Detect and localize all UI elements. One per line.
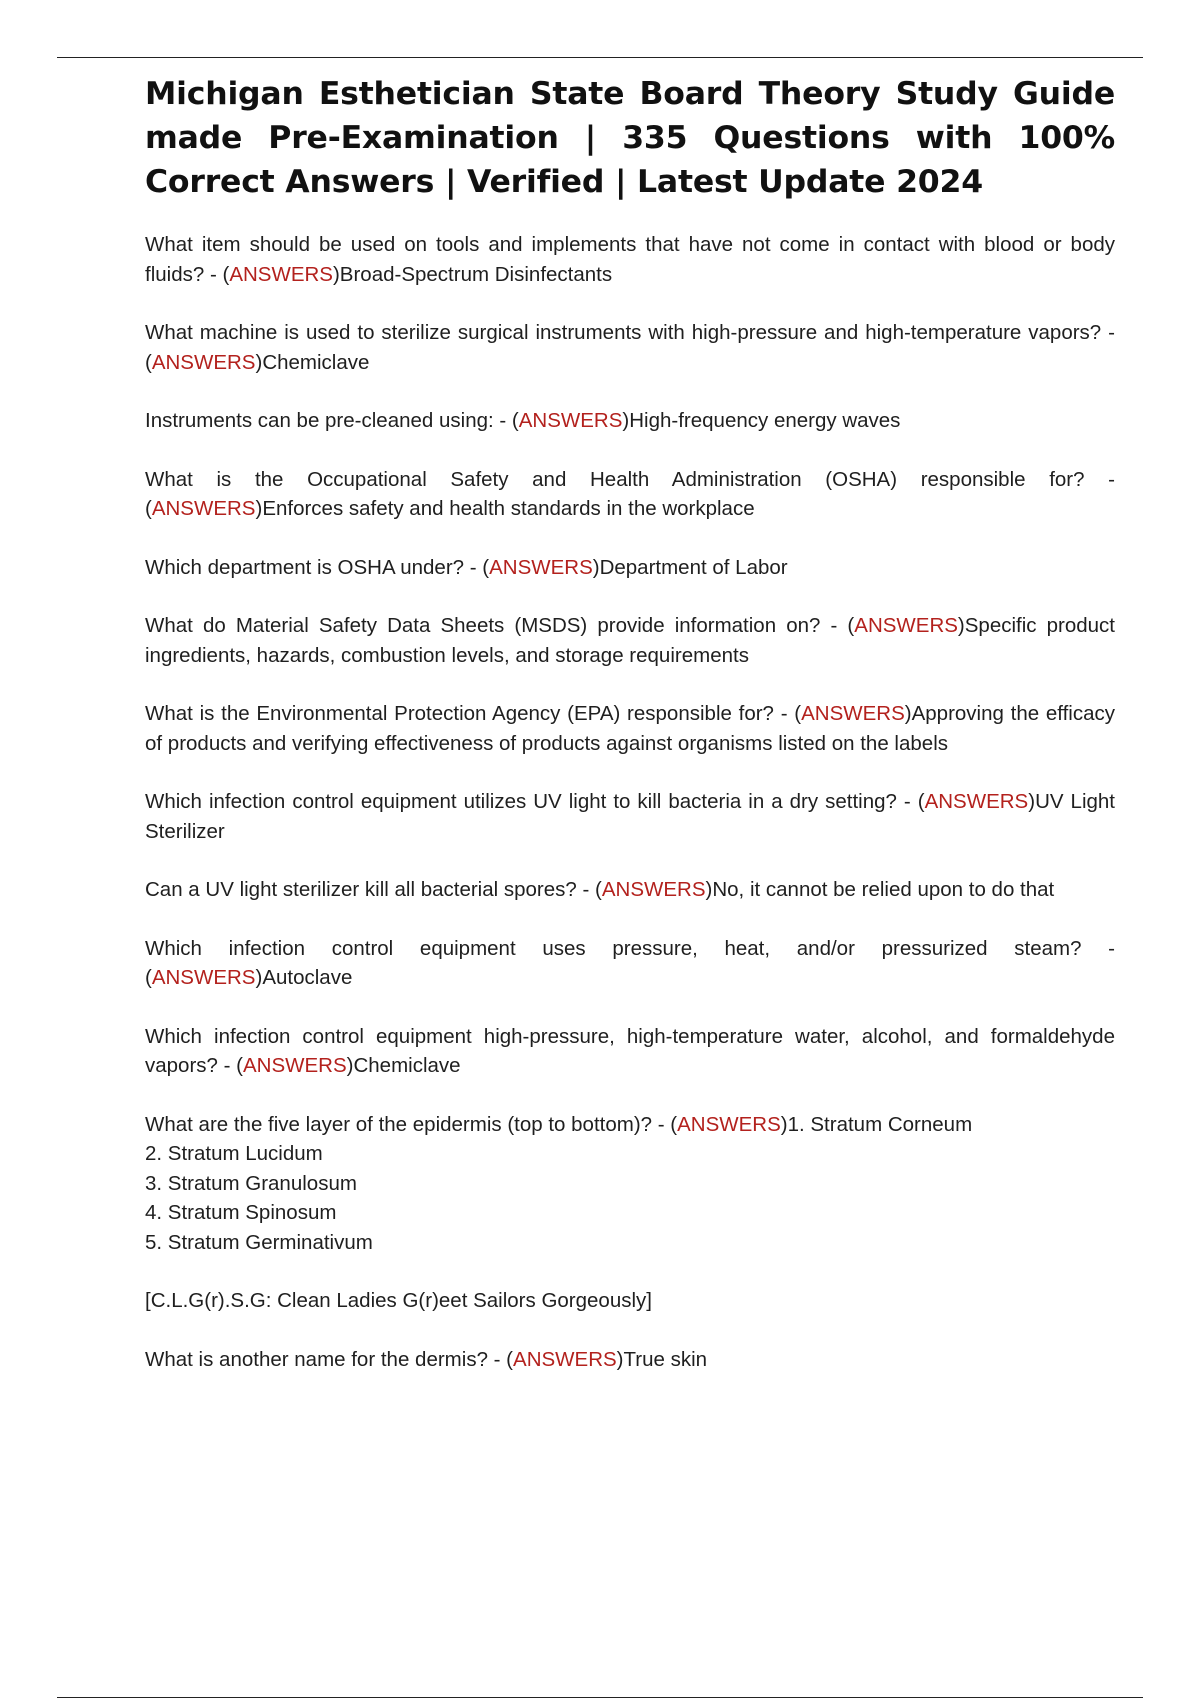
answers-tag: ANSWERS bbox=[242, 1054, 347, 1077]
separator: - ( bbox=[493, 409, 519, 432]
question-text: Can a UV light sterilizer kill all bacterial spores? bbox=[145, 878, 577, 901]
answers-tag: ANSWERS bbox=[601, 878, 706, 901]
separator: - ( bbox=[145, 467, 1115, 520]
answer-text: UV Light Sterilizer bbox=[145, 790, 1115, 843]
answers-tag: ANSWERS bbox=[513, 1347, 617, 1371]
answers-tag: ANSWERS bbox=[229, 262, 333, 286]
qa-item bbox=[145, 553, 1115, 583]
separator-close: ) bbox=[346, 1054, 354, 1077]
mnemonic-text: [C.L.G(r).S.G: Clean Ladies G(r)eet Sailors Gorgeously] bbox=[145, 1289, 652, 1312]
question-text: What item should be used on tools and implements that have not come in contact with blood or body fluids? bbox=[145, 233, 1115, 286]
answer-text: Chemiclave bbox=[262, 350, 370, 374]
separator-close: ) bbox=[592, 555, 600, 579]
separator: - ( bbox=[896, 790, 925, 813]
bottom-rule bbox=[57, 1697, 1143, 1698]
separator-close: ) bbox=[957, 614, 965, 637]
question-text: What are the five layer of the epidermis (top to bottom)? bbox=[145, 1112, 653, 1136]
qa-item bbox=[145, 699, 1115, 758]
answers-tag: ANSWERS bbox=[151, 966, 256, 989]
qa-item bbox=[145, 465, 1115, 524]
answers-tag: ANSWERS bbox=[518, 409, 623, 432]
list-item: 5. Stratum Germinativum bbox=[145, 1230, 373, 1254]
document-body bbox=[145, 72, 1115, 1403]
qa-item bbox=[145, 787, 1115, 846]
separator-close: ) bbox=[255, 350, 263, 374]
separator-close: ) bbox=[622, 409, 630, 432]
answer-text: Approving the efficacy of products and verifying effectiveness of products against organisms listed on the labels bbox=[145, 702, 1116, 755]
question-text: What machine is used to sterilize surgical instruments with high-pressure and high-temperature vapors? bbox=[145, 321, 1102, 344]
answer-text: True skin bbox=[623, 1347, 708, 1371]
question-text: Which infection control equipment high-pressure, high-temperature water, alcohol, and formaldehyde vapors? bbox=[145, 1024, 1115, 1077]
separator: - ( bbox=[820, 614, 855, 637]
separator: - ( bbox=[652, 1112, 678, 1136]
qa-item bbox=[145, 406, 1115, 436]
separator: - ( bbox=[773, 702, 802, 725]
answer-text: Enforces safety and health standards in the workplace bbox=[262, 497, 755, 520]
question-text: Which department is OSHA under? bbox=[145, 555, 465, 579]
separator: - ( bbox=[217, 1054, 243, 1077]
qa-item bbox=[145, 1022, 1115, 1081]
answer-text: No, it cannot be relied upon to do that bbox=[712, 878, 1055, 901]
qa-item bbox=[145, 611, 1115, 670]
separator: - ( bbox=[145, 936, 1116, 989]
qa-item bbox=[145, 230, 1115, 289]
answer-text: Department of Labor bbox=[599, 555, 788, 579]
document-title: Michigan Esthetician State Board Theory Study Guide made Pre-Examination | 335 Questions with 100% Correct Answers | Verified | Latest Update 2024 bbox=[145, 76, 1115, 200]
qa-item-epidermis bbox=[145, 1110, 1115, 1258]
question-text: What do Material Safety Data Sheets (MSDS) provide information on? bbox=[145, 614, 821, 637]
separator-close: ) bbox=[780, 1112, 788, 1136]
answer-text: Specific product ingredients, hazards, combustion levels, and storage requirements bbox=[145, 614, 1116, 667]
separator: - ( bbox=[145, 321, 1115, 374]
question-text: What is the Occupational Safety and Health Administration (OSHA) responsible for? bbox=[145, 467, 1085, 491]
list-item: 4. Stratum Spinosum bbox=[145, 1201, 337, 1224]
answers-tag: ANSWERS bbox=[924, 790, 1029, 813]
answers-tag: ANSWERS bbox=[489, 555, 593, 579]
separator: - ( bbox=[576, 878, 602, 901]
answers-tag: ANSWERS bbox=[801, 702, 905, 725]
question-text: Instruments can be pre-cleaned using: bbox=[145, 409, 494, 432]
qa-item bbox=[145, 318, 1115, 377]
answers-tag: ANSWERS bbox=[854, 614, 958, 637]
separator-close: ) bbox=[1028, 790, 1036, 813]
answer-text: High-frequency energy waves bbox=[629, 409, 901, 432]
separator-close: ) bbox=[332, 262, 340, 286]
question-text: Which infection control equipment uses pressure, heat, and/or pressurized steam? bbox=[145, 936, 1082, 960]
question-text: What is the Environmental Protection Agency (EPA) responsible for? bbox=[145, 702, 774, 725]
separator-close: ) bbox=[255, 497, 263, 520]
answer-text: Chemiclave bbox=[353, 1054, 461, 1077]
separator: - ( bbox=[204, 262, 230, 286]
qa-item bbox=[145, 875, 1115, 905]
answers-tag: ANSWERS bbox=[677, 1112, 781, 1136]
qa-list bbox=[145, 230, 1115, 1374]
question-text: What is another name for the dermis? bbox=[145, 1347, 488, 1371]
separator-close: ) bbox=[705, 878, 713, 901]
answer-text: 1. Stratum Corneum bbox=[787, 1112, 973, 1136]
separator: - ( bbox=[487, 1347, 514, 1371]
answer-text: Broad-Spectrum Disinfectants bbox=[339, 262, 613, 286]
answers-tag: ANSWERS bbox=[151, 350, 256, 374]
separator-close: ) bbox=[255, 966, 263, 989]
list-item: 3. Stratum Granulosum bbox=[145, 1171, 357, 1195]
question-text: Which infection control equipment utilizes UV light to kill bacteria in a dry setting? bbox=[145, 790, 897, 813]
answer-text: Autoclave bbox=[262, 966, 353, 989]
separator-close: ) bbox=[616, 1347, 624, 1371]
answers-tag: ANSWERS bbox=[151, 497, 256, 520]
separator-close: ) bbox=[904, 702, 912, 725]
top-rule bbox=[57, 57, 1143, 58]
qa-item bbox=[145, 1345, 1115, 1375]
qa-item bbox=[145, 934, 1115, 993]
list-item: 2. Stratum Lucidum bbox=[145, 1142, 323, 1165]
separator: - ( bbox=[464, 555, 490, 579]
